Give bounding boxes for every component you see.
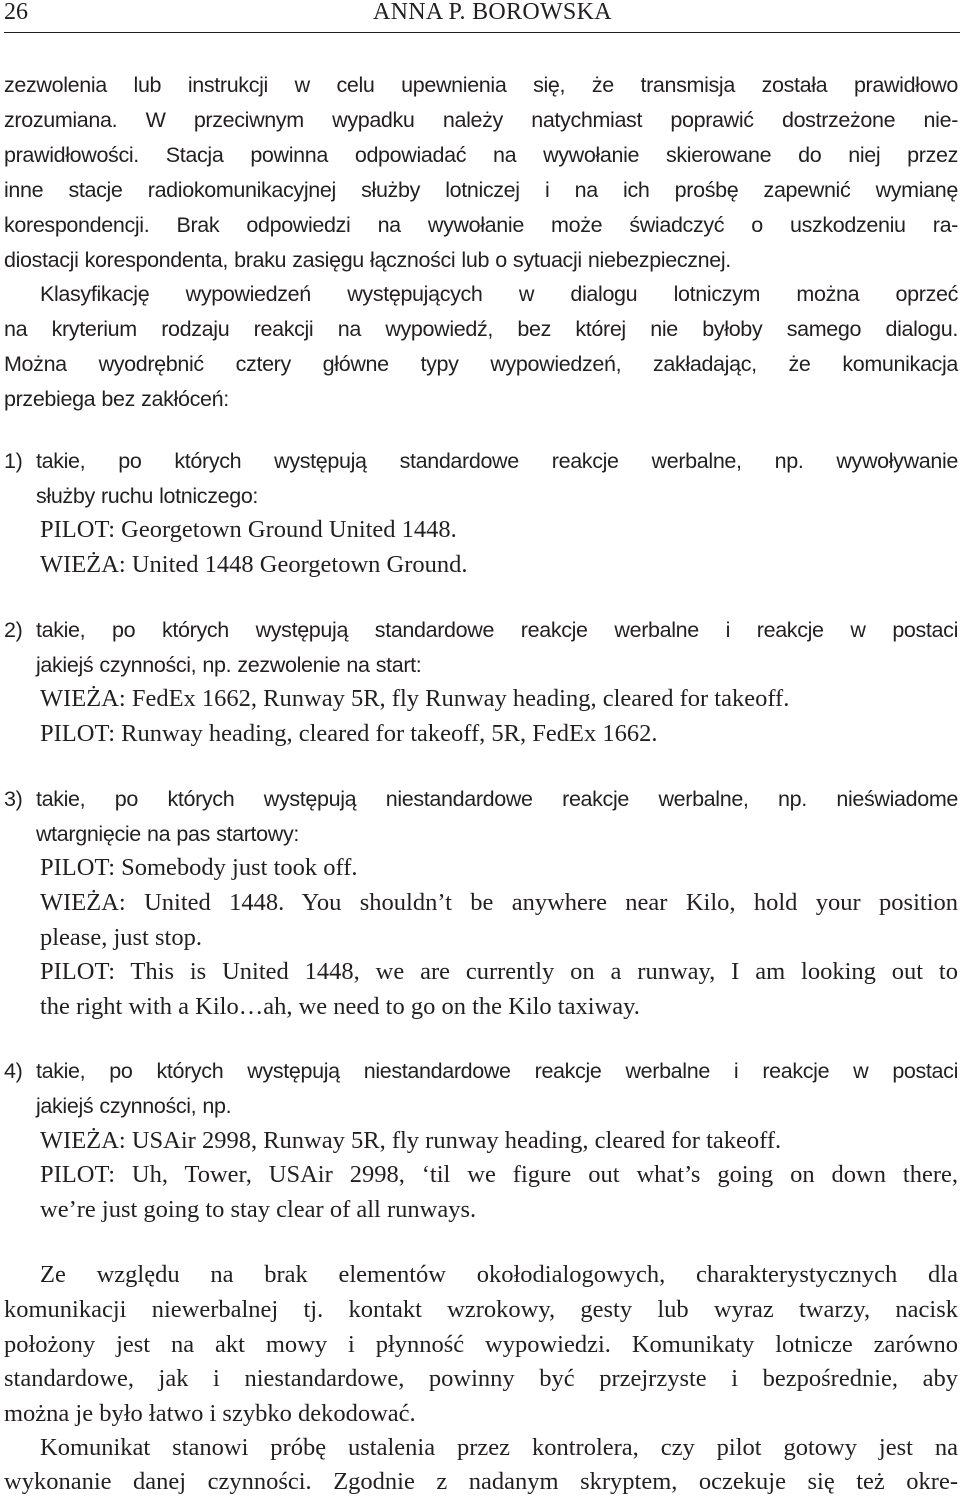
list-item-number: 3) <box>4 787 23 811</box>
list-item-text: takie, po których występują niestandardowe reakcje werbalne i reakcje w postaci <box>36 1059 958 1083</box>
dialogue-line: please, just stop. <box>40 924 202 951</box>
dialogue-line: WIEŻA: United 1448. You shouldn’t be anywhere near Kilo, hold your position <box>40 889 958 916</box>
list-item-text: wtargnięcie na pas startowy: <box>36 822 299 846</box>
text-line: korespondencji. Brak odpowiedzi na wywołanie może świadczyć o uszkodzeniu ra- <box>4 213 958 237</box>
text-line: Komunikat stanowi próbę ustalenia przez kontrolera, czy pilot gotowy jest na <box>40 1434 958 1461</box>
running-header <box>4 0 960 27</box>
list-item-number: 2) <box>4 618 23 642</box>
list-item-text: takie, po których występują standardowe reakcje werbalne, np. wywoływanie <box>36 449 958 473</box>
text-line: Można wyodrębnić cztery główne typy wypowiedzeń, zakładając, że komunikacja <box>4 352 958 376</box>
text-line: wykonanie danej czynności. Zgodnie z nadanym skryptem, oczekuje się też okre- <box>4 1468 958 1495</box>
dialogue-line: PILOT: Somebody just took off. <box>40 854 358 881</box>
dialogue-line: PILOT: Uh, Tower, USAir 2998, ‘til we figure out what’s going on down there, <box>40 1161 958 1188</box>
text-line: przebiega bez zakłóceń: <box>4 387 229 411</box>
list-item-text: jakiejś czynności, np. <box>36 1094 232 1118</box>
dialogue-line: WIEŻA: United 1448 Georgetown Ground. <box>40 551 468 578</box>
text-line: na kryterium rodzaju reakcji na wypowiedź, bez której nie byłoby samego dialogu. <box>4 317 958 341</box>
dialogue-line: PILOT: Georgetown Ground United 1448. <box>40 516 457 543</box>
text-line: Klasyfikację wypowiedzeń występujących w dialogu lotniczym można oprzeć <box>40 282 958 306</box>
text-line: diostacji korespondenta, braku zasięgu łączności lub o sytuacji niebezpiecznej. <box>4 248 731 272</box>
header-rule <box>4 32 960 33</box>
list-item-text: jakiejś czynności, np. zezwolenie na start: <box>36 653 422 677</box>
text-line: można je było łatwo i szybko dekodować. <box>4 1400 416 1427</box>
page-number: 26 <box>4 0 28 25</box>
dialogue-line: WIEŻA: FedEx 1662, Runway 5R, fly Runway heading, cleared for takeoff. <box>40 685 790 712</box>
dialogue-line: PILOT: Runway heading, cleared for takeoff, 5R, FedEx 1662. <box>40 720 658 747</box>
list-item-number: 1) <box>4 449 23 473</box>
text-line: prawidłowości. Stacja powinna odpowiadać na wywołanie skierowane do niej przez <box>4 143 958 167</box>
text-line: położony jest na akt mowy i płynność wypowiedzi. Komunikaty lotnicze zarówno <box>4 1331 958 1358</box>
dialogue-line: we’re just going to stay clear of all runways. <box>40 1196 477 1223</box>
dialogue-line: the right with a Kilo…ah, we need to go on the Kilo taxiway. <box>40 993 640 1020</box>
dialogue-line: WIEŻA: USAir 2998, Runway 5R, fly runway heading, cleared for takeoff. <box>40 1127 782 1154</box>
text-line: standardowe, jak i niestandardowe, powinny być przejrzyste i bezpośrednie, aby <box>4 1365 958 1392</box>
text-line: zezwolenia lub instrukcji w celu upewnienia się, że transmisja została prawidłowo <box>4 73 958 97</box>
running-head-author: ANNA P. BOROWSKA <box>373 0 612 25</box>
text-line: zrozumiana. W przeciwnym wypadku należy natychmiast poprawić dostrzeżone nie- <box>4 108 958 132</box>
list-item-text: takie, po których występują standardowe reakcje werbalne i reakcje w postaci <box>36 618 958 642</box>
dialogue-line: PILOT: This is United 1448, we are currently on a runway, I am looking out to <box>40 958 958 985</box>
text-line: komunikacji niewerbalnej tj. kontakt wzrokowy, gesty lub wyraz twarzy, nacisk <box>4 1296 958 1323</box>
text-line: Ze względu na brak elementów okołodialogowych, charakterystycznych dla <box>40 1261 958 1288</box>
list-item-text: takie, po których występują niestandardowe reakcje werbalne, np. nieświadome <box>36 787 958 811</box>
text-line: inne stacje radiokomunikacyjnej służby lotniczej i na ich prośbę zapewnić wymianę <box>4 178 958 202</box>
list-item-number: 4) <box>4 1059 23 1083</box>
list-item-text: służby ruchu lotniczego: <box>36 484 259 508</box>
